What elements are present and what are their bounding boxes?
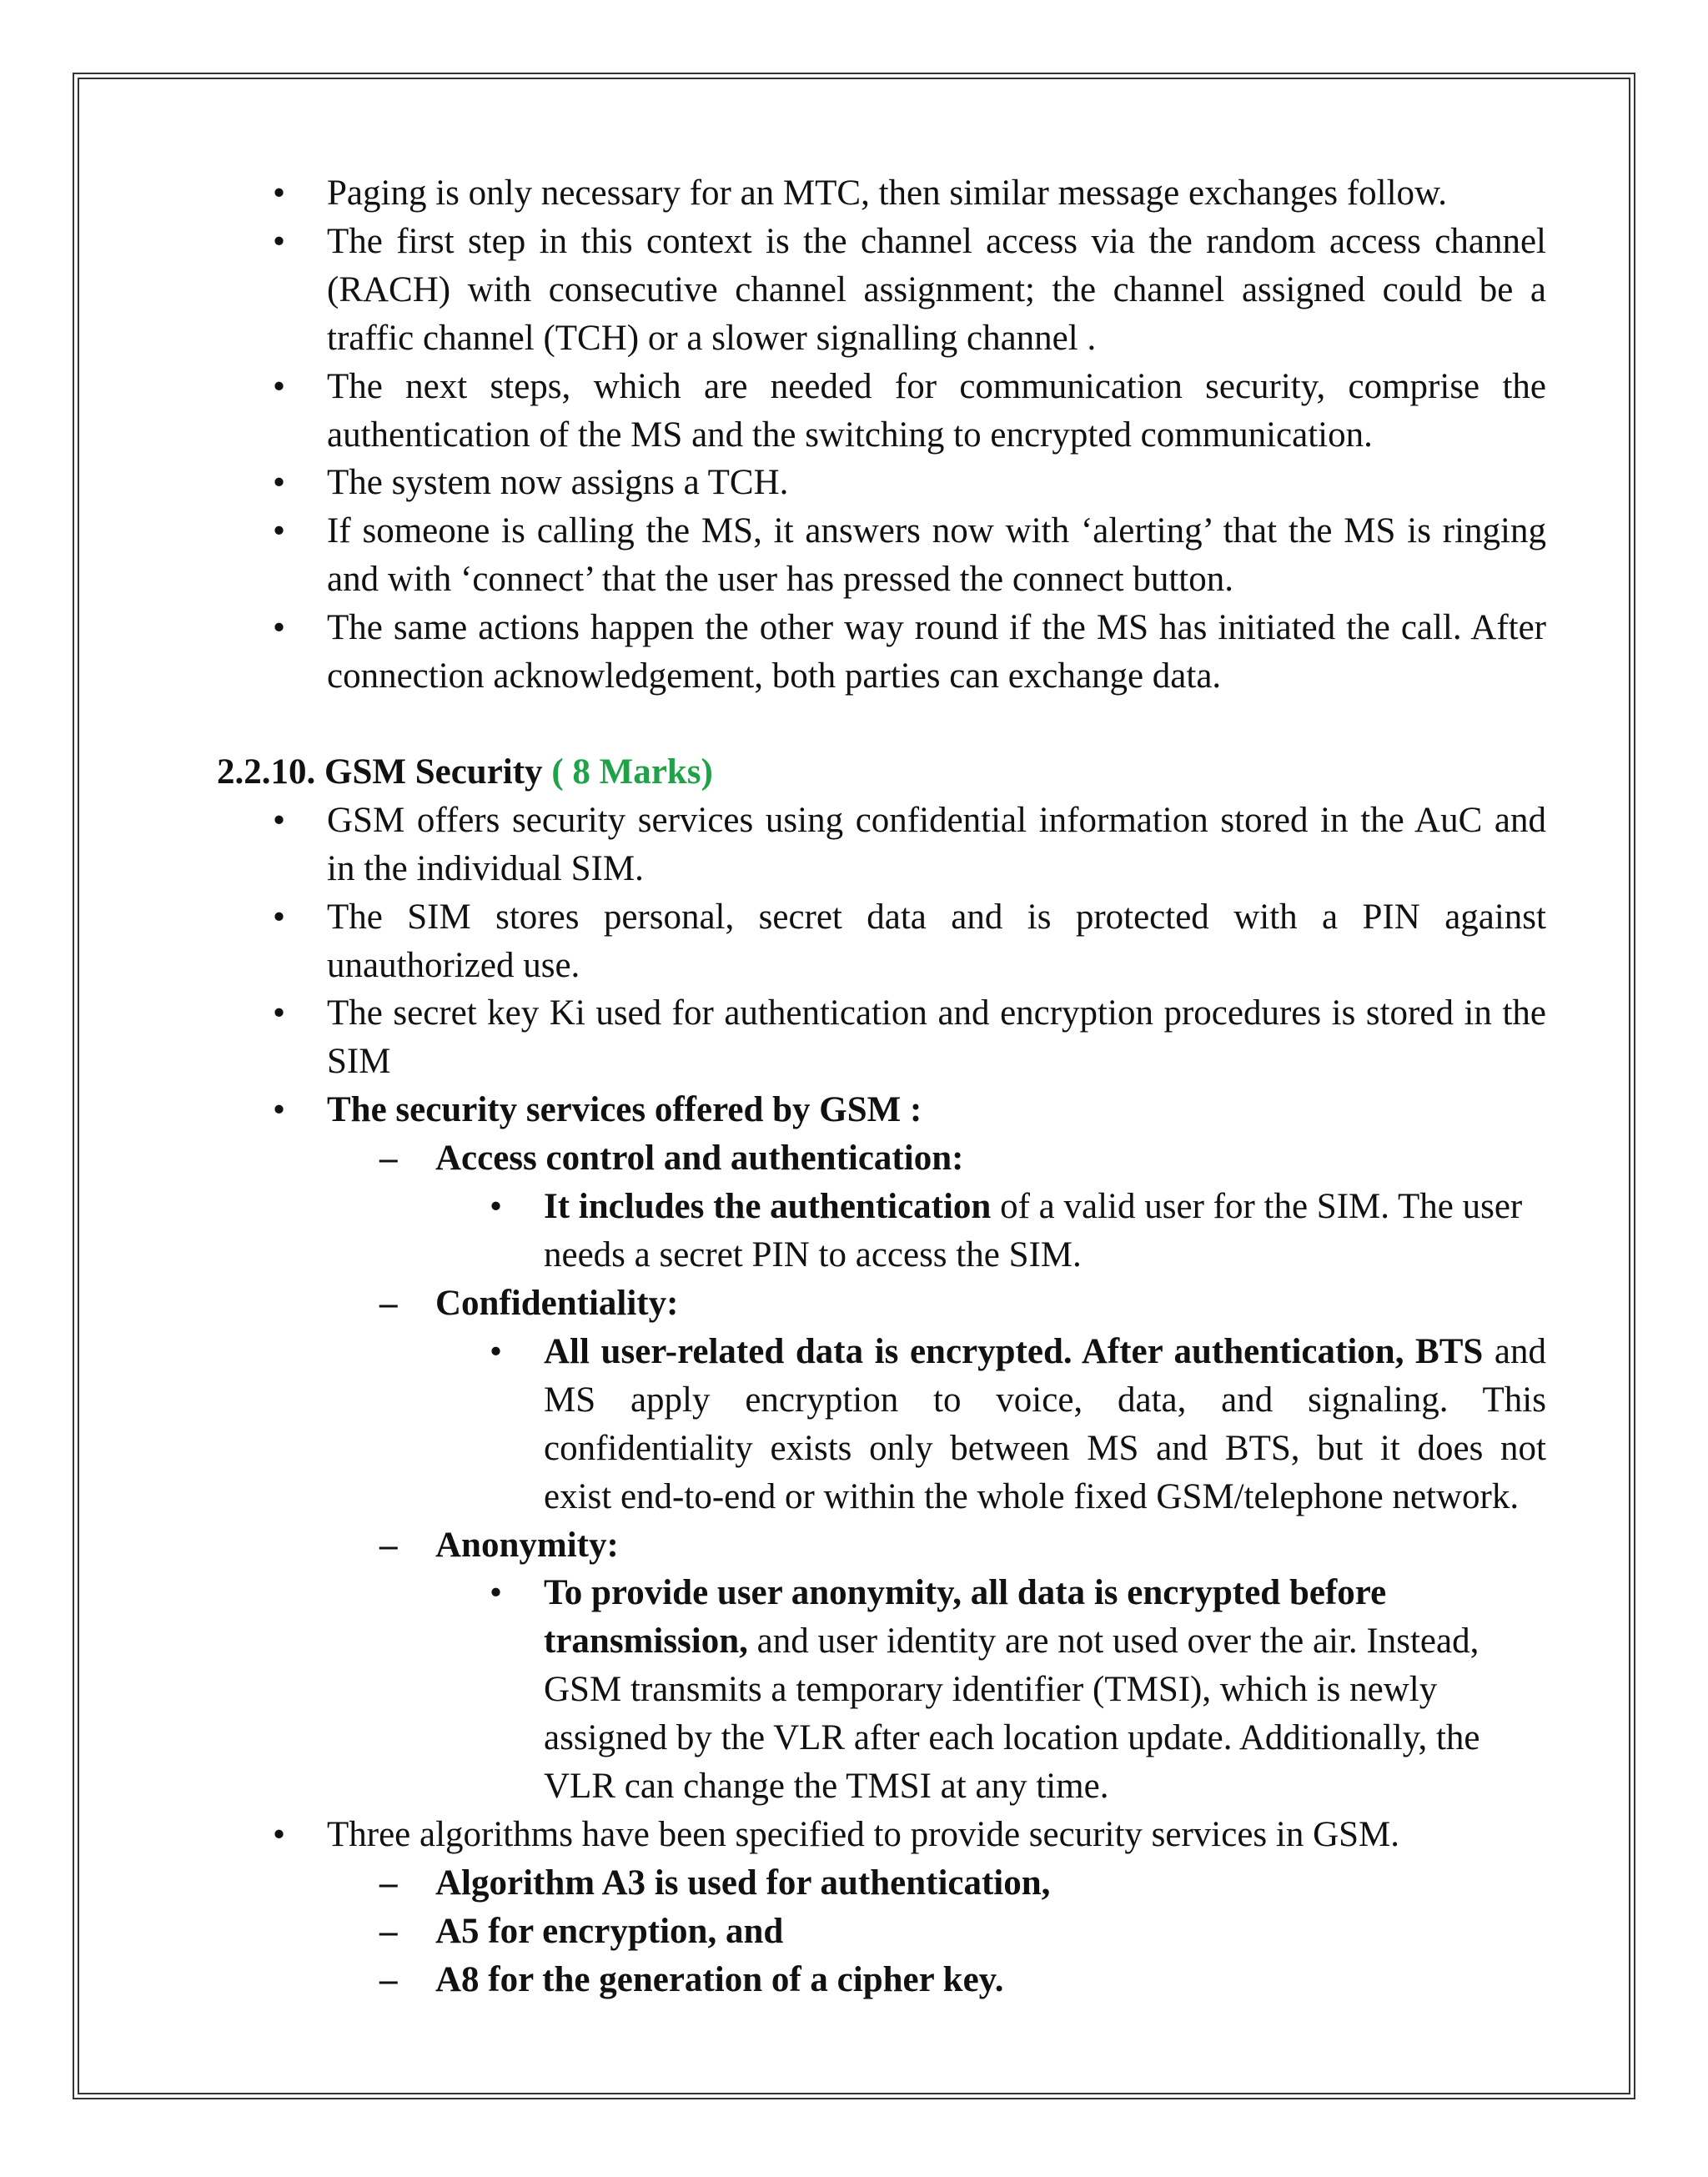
intro-bullet-6-line-1: The same actions happen the other way round if the MS has initiated the call. After — [327, 608, 1546, 647]
confidentiality-line-2: MS apply encryption to voice, data, and signaling. This — [544, 1380, 1546, 1420]
dash-icon: – — [379, 1960, 398, 1999]
security-bullet-2-line-2: unauthorized use. — [327, 946, 580, 985]
intro-bullet-3-line-1: The next steps, which are needed for communication security, comprise the — [327, 367, 1546, 406]
algorithm-a8: A8 for the generation of a cipher key. — [435, 1960, 1004, 1999]
dash-icon: – — [379, 1284, 398, 1323]
intro-bullet-5-line-2: and with ‘connect’ that the user has pressed the connect button. — [327, 560, 1233, 599]
dash-icon: – — [379, 1912, 398, 1951]
section-heading — [217, 748, 713, 797]
confidentiality-line-3: confidentiality exists only between MS and BTS, but it does not — [544, 1429, 1546, 1468]
access-control-rest: of a valid user for the SIM. The user — [991, 1187, 1523, 1226]
bullet-icon: • — [490, 1573, 503, 1612]
intro-bullet-2-line-2: (RACH) with consecutive channel assignment; the channel assigned could be a — [327, 270, 1546, 309]
bullet-icon: • — [273, 173, 286, 213]
confidentiality-rest: and — [1483, 1332, 1546, 1371]
algorithm-a5: A5 for encryption, and — [435, 1912, 784, 1951]
bullet-icon: • — [490, 1187, 503, 1226]
bullet-icon: • — [490, 1332, 503, 1371]
anonymity-rest: and user identity are not used over the air. Instead, — [747, 1621, 1479, 1661]
intro-bullet-4: The system now assigns a TCH. — [327, 463, 789, 502]
intro-bullet-5-line-1: If someone is calling the MS, it answers now with ‘alerting’ that the MS is ringing — [327, 511, 1546, 551]
marks-label: ( 8 Marks) — [551, 752, 713, 792]
bullet-icon: • — [273, 222, 286, 261]
bullet-icon: • — [273, 1090, 286, 1129]
bullet-icon: • — [273, 993, 286, 1033]
bullet-icon: • — [273, 608, 286, 647]
dash-icon: – — [379, 1526, 398, 1565]
bullet-icon: • — [273, 367, 286, 406]
bullet-icon: • — [273, 511, 286, 551]
intro-bullet-1: Paging is only necessary for an MTC, then similar message exchanges follow. — [327, 173, 1448, 213]
security-bullet-3-line-2: SIM — [327, 1042, 391, 1081]
intro-bullet-2-line-3: traffic channel (TCH) or a slower signalling channel . — [327, 319, 1097, 358]
algorithm-a3: Algorithm A3 is used for authentication, — [435, 1863, 1051, 1903]
anonymity-line-5: VLR can change the TMSI at any time. — [544, 1767, 1109, 1806]
anonymity-line-1: To provide user anonymity, all data is encrypted before — [544, 1573, 1387, 1612]
security-bullet-1-line-2: in the individual SIM. — [327, 849, 644, 888]
intro-bullet-2-line-1: The first step in this context is the channel access via the random access channel — [327, 222, 1546, 261]
dash-icon: – — [379, 1863, 398, 1903]
bullet-icon: • — [273, 897, 286, 937]
access-control-title: Access control and authentication: — [435, 1139, 964, 1178]
intro-bullet-3-line-2: authentication of the MS and the switching to encrypted communication. — [327, 415, 1373, 455]
security-bullet-3-line-1: The secret key Ki used for authentication and encryption procedures is stored in the — [327, 993, 1546, 1033]
anonymity-line-4: assigned by the VLR after each location update. Additionally, the — [544, 1718, 1480, 1757]
intro-bullet-6-line-2: connection acknowledgement, both parties can exchange data. — [327, 656, 1222, 696]
security-services-heading: The security services offered by GSM : — [327, 1090, 922, 1129]
confidentiality-bold: All user-related data is encrypted. After authentication, BTS — [544, 1332, 1484, 1371]
anonymity-bold: transmission, — [544, 1621, 748, 1661]
anonymity-line-3: GSM transmits a temporary identifier (TMSI), which is newly — [544, 1670, 1438, 1709]
bullet-icon: • — [273, 1815, 286, 1854]
security-bullet-1-line-1: GSM offers security services using confidential information stored in the AuC and — [327, 801, 1546, 840]
anonymity-title: Anonymity: — [435, 1526, 619, 1565]
confidentiality-line-4: exist end-to-end or within the whole fixed GSM/telephone network. — [544, 1477, 1520, 1516]
confidentiality-title: Confidentiality: — [435, 1284, 679, 1323]
anonymity-line-2 — [544, 1617, 1479, 1666]
algorithms-intro: Three algorithms have been specified to provide security services in GSM. — [327, 1815, 1400, 1854]
access-control-line-1 — [544, 1183, 1522, 1231]
access-control-bold: It includes the authentication — [544, 1187, 992, 1226]
section-title: 2.2.10. GSM Security — [217, 752, 543, 792]
confidentiality-line-1 — [544, 1328, 1546, 1376]
bullet-icon: • — [273, 801, 286, 840]
bullet-icon: • — [273, 463, 286, 502]
dash-icon: – — [379, 1139, 398, 1178]
security-bullet-2-line-1: The SIM stores personal, secret data and is protected with a PIN against — [327, 897, 1546, 937]
access-control-line-2: needs a secret PIN to access the SIM. — [544, 1235, 1082, 1275]
